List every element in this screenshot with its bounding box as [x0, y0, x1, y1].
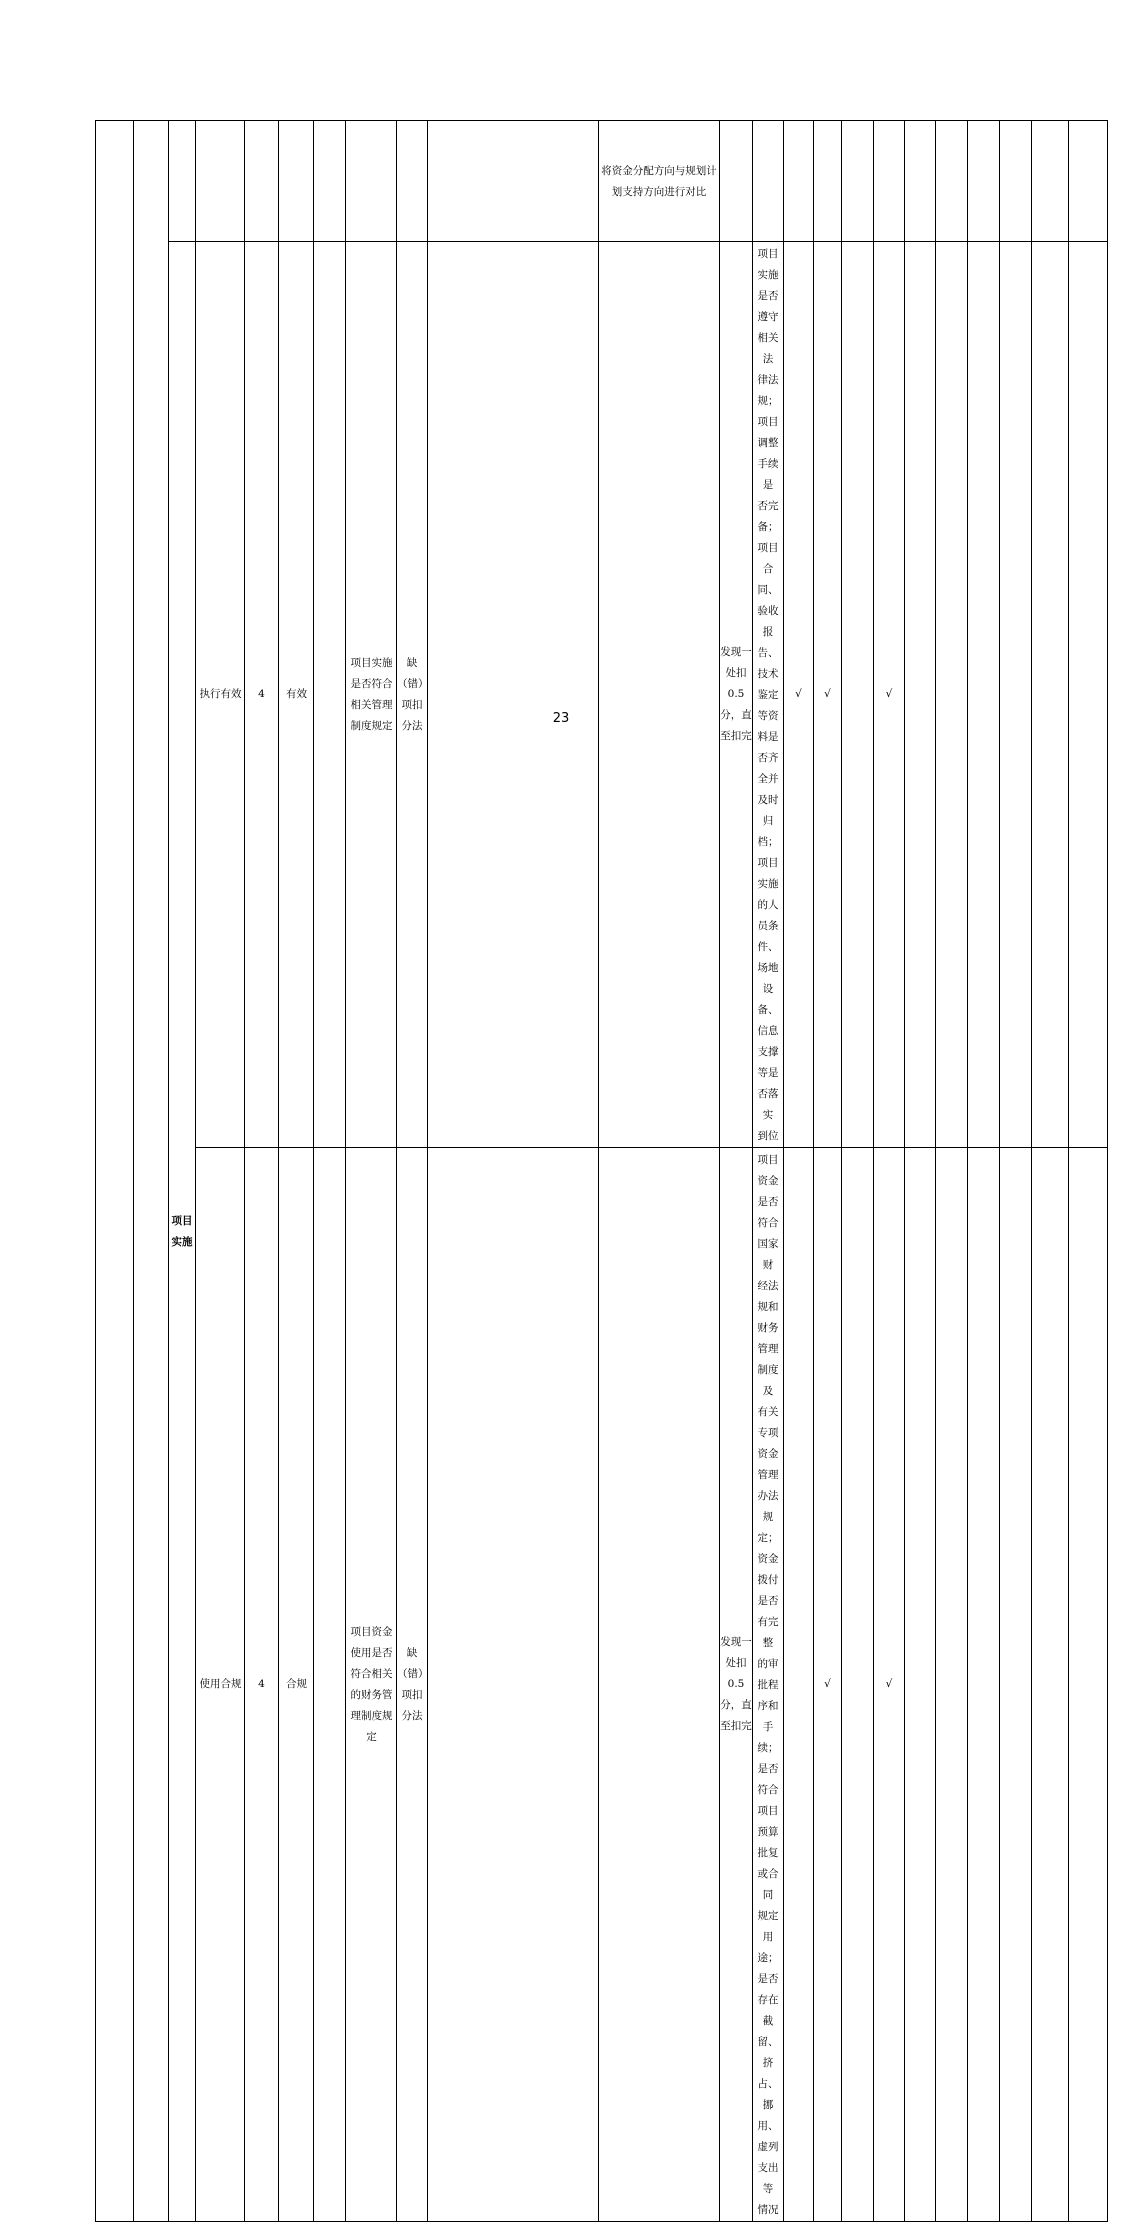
indicator-standard: 项目实施 是否符合 相关管理 制度规定 [346, 242, 397, 1148]
table-row [96, 121, 1108, 242]
indicator-criterion: 合规 [279, 1148, 314, 2222]
check-mark: √ [814, 242, 842, 1148]
evaluation-table [95, 120, 1108, 2222]
scoring-method: 缺 （错） 项扣 分法 [397, 1148, 428, 2222]
level1-cell [96, 121, 134, 2222]
check-mark: √ [784, 242, 814, 1148]
indicator-criterion: 有效 [279, 242, 314, 1148]
scoring-rule: 发现一处扣 0.5 分，直至扣完 [720, 1148, 753, 2222]
table-row [96, 1148, 1108, 2222]
indicator-score: 4 [245, 242, 279, 1148]
check-mark: √ [814, 1148, 842, 2222]
indicator-name: 执行有效 [196, 242, 245, 1148]
description-cell: 项目资金是否符合国家财 经法规和财务管理制度及 有关专项资金管理办法规 定；资金拨付是否有完整 的审批程序和手续；是否 符合项目预算批复或合同 规定用途；是否存在截留、 挤占、挪用、虚列支出等 情况 [753, 1148, 784, 2222]
indicator-name: 使用合规 [196, 1148, 245, 2222]
section-cell-top [169, 121, 196, 242]
page-number: 23 [552, 711, 570, 726]
table-row [96, 242, 1108, 1148]
level2-cell [134, 121, 169, 2222]
scoring-rule: 发现一处扣 0.5 分，直至扣完 [720, 242, 753, 1148]
description-cell: 将资金分配方向与规划计 划支持方向进行对比 [599, 121, 720, 242]
indicator-standard: 项目资金 使用是否 符合相关 的财务管 理制度规 定 [346, 1148, 397, 2222]
indicator-score: 4 [245, 1148, 279, 2222]
section-label: 项目 实施 [169, 242, 196, 2222]
check-mark: √ [874, 1148, 905, 2222]
description-cell: 项目实施是否遵守相关法 律法规；项目调整手续是 否完备；项目合同、验收 报告、技术鉴定等资料是 否齐全并及时归档；项目 实施的人员条件、场地设 备、信息支撑等是否落实 到位 [753, 242, 784, 1148]
scoring-method: 缺 （错） 项扣 分法 [397, 242, 428, 1148]
check-mark: √ [874, 242, 905, 1148]
